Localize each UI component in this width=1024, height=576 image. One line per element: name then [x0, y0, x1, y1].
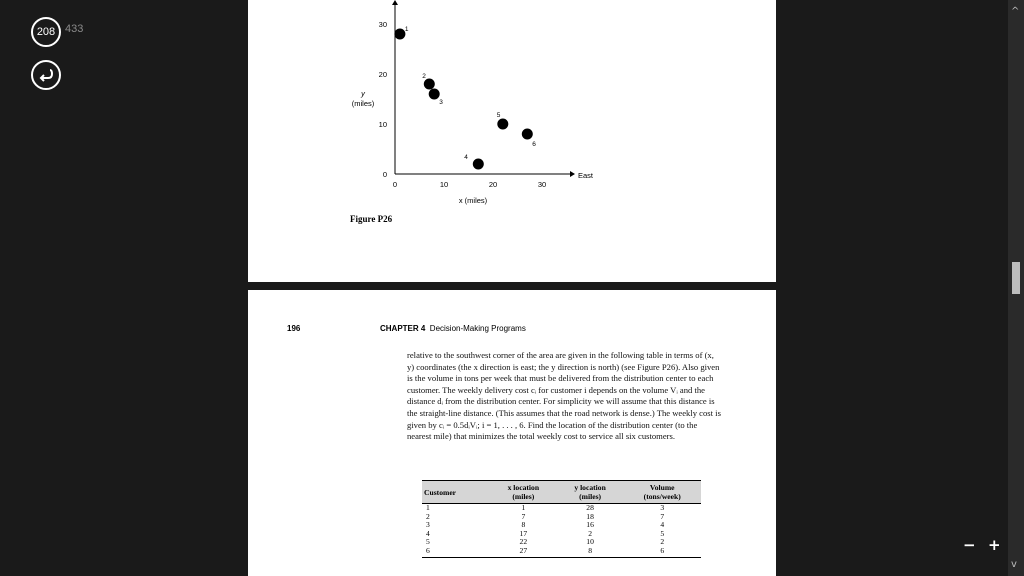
cell: 3: [426, 520, 430, 530]
table-row: [422, 504, 701, 513]
table-header-row: [422, 481, 701, 504]
col-x-location: x location (miles): [490, 481, 557, 504]
page-figure: [248, 0, 776, 282]
cell: 17: [519, 528, 528, 538]
y-axis-label: y: [361, 89, 365, 98]
cell: 28: [586, 503, 594, 512]
x-tick-label: 30: [537, 180, 547, 189]
table-row: [422, 530, 701, 539]
cell: 6: [422, 547, 490, 557]
current-page-badge[interactable]: [31, 17, 61, 47]
current-page-number: 208: [36, 26, 56, 38]
x-axis-label: x (miles): [458, 196, 488, 205]
cell: 4: [660, 520, 665, 530]
col-customer: Customer: [422, 481, 490, 504]
data-point-label: 4: [464, 154, 468, 161]
cell: 8: [521, 520, 526, 530]
figure-caption: Figure P26: [350, 214, 393, 224]
cell: 4: [426, 528, 430, 538]
y-tick-label: 0: [382, 170, 387, 179]
scroll-up-icon[interactable]: ^: [1011, 6, 1020, 17]
vertical-scrollbar[interactable]: [1008, 0, 1024, 576]
cell: 5: [426, 537, 430, 547]
chapter-title: Decision-Making Programs: [429, 324, 526, 333]
back-button[interactable]: [31, 60, 61, 90]
cell: 5: [660, 528, 665, 538]
cell: 10: [586, 537, 594, 547]
data-point-label: 6: [532, 141, 536, 148]
back-arrow-icon: [38, 68, 54, 82]
cell: 16: [586, 520, 594, 530]
table-row: [422, 513, 701, 522]
x-tick-label: 20: [488, 180, 498, 189]
cell: 8: [557, 547, 624, 557]
cell: 6: [623, 547, 701, 557]
table-row: [422, 538, 701, 547]
cell: 1: [521, 503, 526, 512]
page-text: [248, 290, 776, 576]
x-tick-label: 0: [392, 180, 398, 189]
east-label: East: [578, 171, 594, 180]
col-y-location: y location (miles): [557, 481, 624, 504]
zoom-out-button[interactable]: −: [963, 536, 976, 554]
y-axis-arrow: [392, 0, 398, 5]
cell: 2: [660, 537, 665, 547]
cell: 7: [521, 511, 526, 521]
data-point: [394, 29, 405, 40]
cell: 18: [586, 511, 594, 521]
data-point-label: 5: [496, 112, 501, 119]
y-tick-label: 20: [378, 70, 387, 79]
chapter-header: [380, 324, 526, 333]
data-point-label: 2: [422, 73, 426, 80]
y-axis-label-units: (miles): [351, 99, 375, 108]
cell: 7: [660, 511, 665, 521]
data-point: [522, 129, 533, 140]
scroll-thumb[interactable]: [1012, 262, 1020, 294]
problem-text: relative to the southwest corner of the area are given in the following table in terms of (x, y) coordinates (the x direction is east; the y direction is north) (see Figure P26). Also given is the volume in tons per week that must be delivered from the distribution center to each customer. The weekly delivery cost cᵢ for customer i depends on the volume Vᵢ and the distance dᵢ from the distribution center. For simplicity we will assume that this distance is the straight-line distance. (This assumes that the road network is dense.) The weekly cost is given by cᵢ = 0.5dᵢVᵢ; i = 1, . . . , 6. Find the location of the distribution center (to the nearest mile) that minimizes the total weekly cost to service all six customers.: [407, 350, 721, 442]
page-number: 196: [287, 324, 301, 333]
data-point: [424, 79, 435, 90]
total-pages: 433: [65, 23, 84, 35]
col-volume: Volume (tons/week): [623, 481, 701, 504]
cell: 27: [490, 547, 557, 557]
scatter-chart: [248, 0, 776, 282]
data-point: [473, 159, 484, 170]
table-row: [422, 521, 701, 530]
data-point: [497, 119, 508, 130]
x-axis-arrow: [570, 171, 575, 177]
data-point-label: 1: [404, 26, 409, 33]
cell: 22: [519, 537, 528, 547]
zoom-in-button[interactable]: +: [988, 536, 1001, 554]
customer-table: [422, 480, 701, 558]
chapter-label: CHAPTER 4: [380, 324, 426, 333]
cell: 1: [426, 503, 430, 512]
data-point-label: 3: [439, 99, 443, 106]
data-point: [429, 89, 440, 100]
y-tick-label: 30: [378, 20, 387, 29]
scroll-down-icon[interactable]: v: [1011, 559, 1017, 570]
x-tick-label: 10: [439, 180, 449, 189]
cell: 3: [660, 503, 665, 512]
table-row: [422, 547, 701, 557]
cell: 2: [588, 528, 592, 538]
y-tick-label: 10: [378, 120, 387, 129]
cell: 2: [426, 511, 430, 521]
